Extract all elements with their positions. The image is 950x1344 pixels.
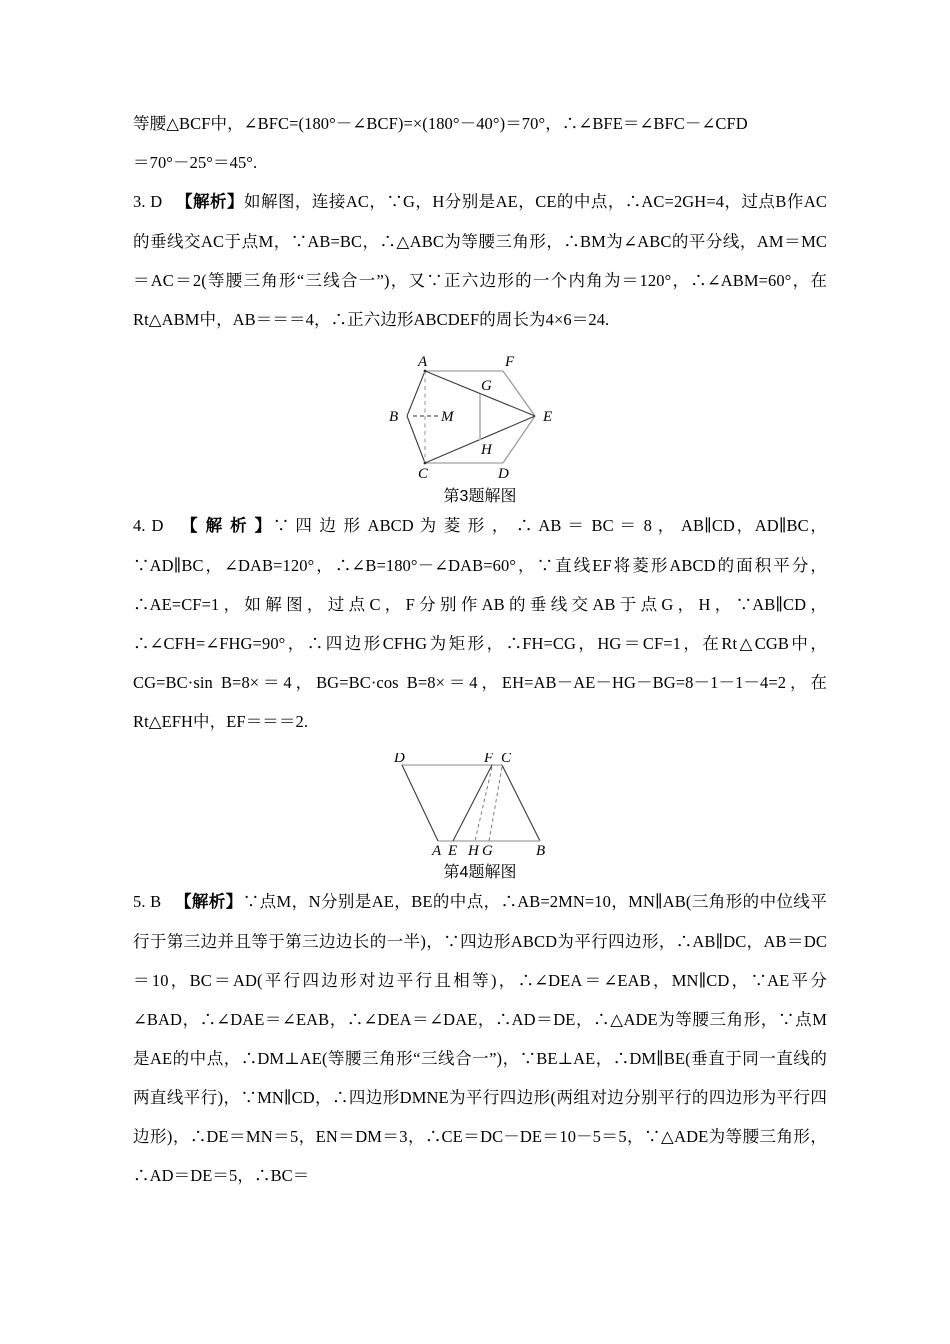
carryover-text-1: 等腰△BCF中，∠BFC=(180°－∠BCF)=×(180°－40°)＝70°，∴∠BFE＝∠BFC－∠CFD [133, 114, 748, 133]
solution-3-paragraph [133, 182, 827, 339]
rhombus-label-F: F [484, 753, 494, 766]
problem-3-number: 3. [133, 192, 146, 211]
hexagon-label-A: A [418, 354, 428, 370]
problem-4-answer: D [151, 516, 164, 535]
figure-4-caption: 第4题解图 [443, 864, 517, 881]
problem-4-body: ∵ 四 边 形 ABCD 为 菱 形 ， ∴ AB ＝ BC ＝ 8 ， AB∥CD，AD∥BC，∵AD∥BC，∠DAB=120°，∴∠B=180°－∠DAB=60°，∵直线EF将菱形ABCD的面积平分，∴AE=CF=1，如解图，过点C，F分别作AB的垂线交AB于点G，H，∵AB∥CD，∴∠CFH=∠FHG=90°，∴四边形CFHG为矩形，∴FH=CG，HG＝CF=1，在Rt△CGB中，CG=BC·sin B=8×＝4，BG=BC·cos B=8×＝4，EH=AB－AE－HG－BG=8－1－1－4=2，在Rt△EFH中，EF＝＝＝2. [133, 516, 827, 731]
hexagon-label-B: B [389, 409, 399, 425]
problem-3-body: 如解图，连接AC，∵G，H分别是AE，CE的中点，∴AC=2GH=4，过点B作AC的垂线交AC于点M，∵AB=BC，∴△ABC为等腰三角形，∴BM为∠ABC的平分线，AM＝MC＝AC＝2(等腰三角形“三线合一”)，又∵正六边形的一个内角为＝120°，∴∠ABM=60°，在Rt△ABM中，AB＝＝＝4，∴正六边形ABCDEF的周长为4×6＝24. [133, 192, 827, 329]
hexagon-vertex-A-dot [424, 370, 427, 373]
hexagon-edge-BA [407, 371, 425, 416]
hexagon-label-H: H [481, 442, 492, 458]
hexagon-label-D: D [498, 466, 509, 481]
hexagon-label-M: M [441, 409, 454, 425]
rhombus-label-A: A [432, 843, 442, 857]
problem-5-analysis-tag: 【解析】 [174, 893, 243, 911]
problem-4-number: 4. [133, 516, 146, 535]
solution-4-paragraph [133, 506, 827, 741]
hexagon-edge-CB [407, 416, 425, 463]
figure-3-caption: 第3题解图 [443, 488, 517, 505]
problem-5-body: ∵点M，N分别是AE，BE的中点，∴AB=2MN=10，MN∥AB(三角形的中位线平行于第三边并且等于第三边边长的一半)，∵四边形ABCD为平行四边形，∴AB∥DC，AB＝DC＝10，BC＝AD(平行四边形对边平行且相等)，∴∠DEA＝∠EAB，MN∥CD，∵AE平分∠BAD，∴∠DAE＝∠EAB，∴∠DEA＝∠DAE，∴AD＝DE，∴△ADE为等腰三角形，∵点M是AE的中点，∴DM⊥AE(等腰三角形“三线合一”)，∵BE⊥AE，∴DM∥BE(垂直于同一直线的两直线平行)，∵MN∥CD，∴四边形DMNE为平行四边形(两组对边分别平行的四边形为平行四边形)，∴DE＝MN＝5，EN＝DM＝3，∴CE＝DC－DE＝10－5＝5，∵△ADE为等腰三角形，∴AD＝DE＝5，∴BC＝ [133, 892, 827, 1185]
problem-4-analysis-tag: 【 解 析 】 [181, 517, 273, 535]
rhombus-edge-DA [402, 765, 438, 841]
rhombus-label-G: G [482, 843, 493, 857]
solution-5-paragraph [133, 882, 827, 1195]
carryover-line-1 [133, 104, 827, 143]
problem-3-answer: D [150, 192, 163, 211]
hexagon-label-E: E [543, 409, 553, 425]
rhombus-edge-CB [502, 765, 540, 841]
figure-4-rhombus-diagram [380, 753, 580, 857]
figure-3-container [133, 353, 827, 506]
rhombus-label-H: H [468, 843, 479, 857]
carryover-text-2: ＝70°－25°＝45°. [133, 153, 258, 172]
hexagon-label-G: G [481, 378, 492, 394]
carryover-line-2 [133, 143, 827, 182]
figure-4-container [133, 753, 827, 882]
hexagon-vertex-C-dot [424, 462, 427, 465]
problem-3-analysis-tag: 【解析】 [176, 193, 244, 211]
rhombus-label-E: E [448, 843, 458, 857]
page-content [133, 104, 827, 1195]
problem-5-number: 5. [133, 892, 146, 911]
hexagon-label-F: F [505, 354, 515, 370]
rhombus-label-D: D [394, 753, 405, 766]
problem-5-answer: B [150, 892, 162, 911]
rhombus-label-C: C [501, 753, 512, 766]
hexagon-label-C: C [418, 466, 429, 481]
rhombus-perpendicular-FH-dashed [475, 767, 492, 841]
rhombus-label-B: B [536, 843, 546, 857]
rhombus-segment-EF [453, 765, 492, 841]
figure-3-hexagon-diagram [385, 353, 575, 481]
rhombus-perpendicular-CG-dashed [489, 767, 502, 841]
